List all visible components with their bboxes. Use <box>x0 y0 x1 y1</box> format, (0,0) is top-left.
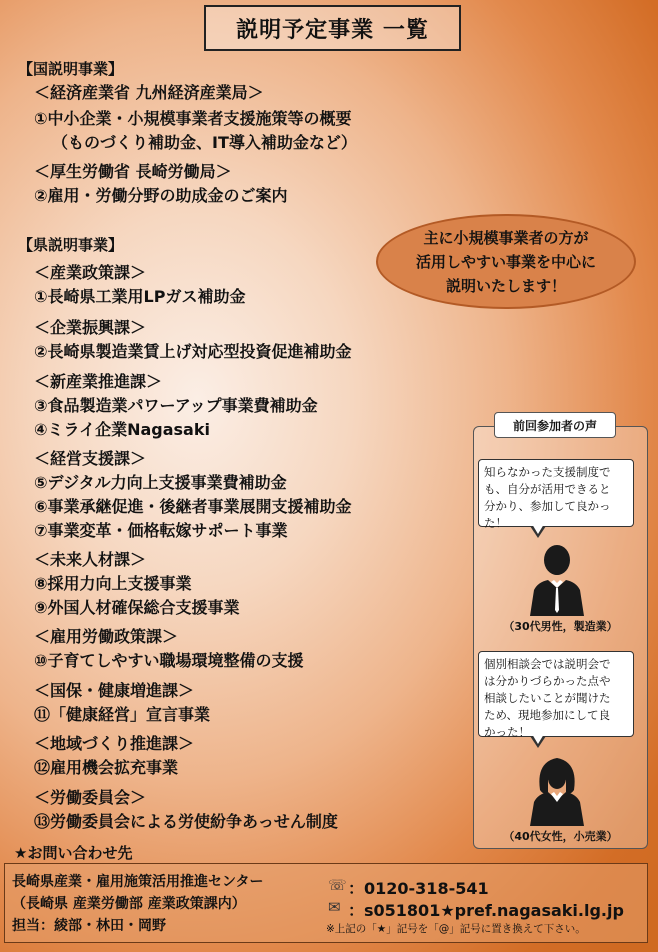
pref-dept-1: ＜産業政策課＞ <box>34 263 147 282</box>
pref-item-6: ⑥事業承継促進・後継者事業展開支援補助金 <box>34 497 352 516</box>
voice-2-line-3: 相談したいことが聞けた <box>484 691 611 705</box>
voice-2-line-2: は分かりづらかった点や <box>484 674 611 688</box>
voice-speech-1 <box>478 459 634 530</box>
highlight-line-1: 主に小規模事業者の方が <box>423 228 589 247</box>
contact-dept: （長崎県 産業労働部 産業政策課内） <box>12 896 246 912</box>
pref-dept-9: ＜労働委員会＞ <box>34 788 147 807</box>
pref-item-13: ⑬労働委員会による労使紛争あっせん制度 <box>34 812 338 831</box>
page-title: 説明予定事業 一覧 <box>204 5 461 51</box>
highlight-line-2: 活用しやすい事業を中心に <box>415 252 596 271</box>
voice-1-tail-fill <box>532 524 544 534</box>
voice-speech-2 <box>478 651 634 737</box>
pref-item-7: ⑦事業変革・価格転嫁サポート事業 <box>34 521 288 540</box>
pref-item-12: ⑫雇用機会拡充事業 <box>34 758 179 777</box>
pref-item-3: ③食品製造業パワーアップ事業費補助金 <box>34 396 318 415</box>
pref-item-11: ⑪「健康経営」宣言事業 <box>34 705 211 724</box>
national-dept-2: ＜厚生労働省 長崎労働局＞ <box>34 162 232 181</box>
contact-org: 長崎県産業・雇用施策活用推進センター <box>12 874 264 890</box>
mail-icon: ✉ <box>328 898 341 916</box>
voice-1-line-2: も、自分が活用できると <box>484 482 611 496</box>
voice-1-line-4: た！ <box>484 516 507 530</box>
man-avatar-icon <box>526 540 588 616</box>
contact-heading: ★お問い合わせ先 <box>14 844 133 862</box>
pref-item-9: ⑨外国人材確保総合支援事業 <box>34 598 240 617</box>
phone-icon: ☏ <box>328 876 347 894</box>
voice-2-line-1: 個別相談会では説明会で <box>484 657 611 671</box>
pref-item-2: ②長崎県製造業賃上げ対応型投資促進補助金 <box>34 342 352 361</box>
voice-1-line-1: 知らなかった支援制度で <box>484 465 611 479</box>
national-item-1-note: （ものづくり補助金、IT導入補助金など） <box>52 133 357 152</box>
national-item-1: ①中小企業・小規模事業者支援施策等の概要 <box>34 109 352 128</box>
woman-avatar-icon <box>526 750 588 826</box>
national-dept-1: ＜経済産業省 九州経済産業局＞ <box>34 83 264 102</box>
pref-item-4: ④ミライ企業Nagasaki <box>34 420 210 439</box>
contact-staff: 担当：綾部・林田・岡野 <box>12 918 166 934</box>
highlight-bubble <box>376 214 636 309</box>
voice-1-line-3: 分かり、参加して良かっ <box>484 499 611 513</box>
pref-dept-8: ＜地域づくり推進課＞ <box>34 734 195 753</box>
national-item-2: ②雇用・労働分野の助成金のご案内 <box>34 186 288 205</box>
national-heading: 【国説明事業】 <box>18 60 124 78</box>
pref-dept-4: ＜経営支援課＞ <box>34 449 147 468</box>
pref-dept-3: ＜新産業推進課＞ <box>34 372 163 391</box>
pref-dept-7: ＜国保・健康増進課＞ <box>34 681 195 700</box>
voice-2-caption: （40代女性，小売業） <box>503 830 618 843</box>
highlight-line-3: 説明いたします！ <box>445 276 566 295</box>
pref-dept-5: ＜未来人材課＞ <box>34 550 147 569</box>
pref-item-1: ①長崎県工業用LPガス補助金 <box>34 287 246 306</box>
contact-phone[interactable]: ：0120-318-541 <box>348 879 489 898</box>
voice-1-caption: （30代男性，製造業） <box>503 620 618 633</box>
contact-note: ※上記の「★」記号を「@」記号に置き換えて下さい。 <box>326 923 586 935</box>
participant-voices-title: 前回参加者の声 <box>494 412 616 438</box>
voice-2-tail-fill <box>532 734 544 744</box>
prefecture-heading: 【県説明事業】 <box>18 236 124 254</box>
pref-item-5: ⑤デジタル力向上支援事業費補助金 <box>34 473 287 492</box>
voice-2-line-4: ため、現地参加にして良 <box>484 708 611 722</box>
contact-email[interactable]: ：s051801★pref.nagasaki.lg.jp <box>348 901 624 920</box>
pref-dept-2: ＜企業振興課＞ <box>34 318 147 337</box>
voice-2-line-5: かった！ <box>484 725 530 739</box>
pref-item-10: ⑩子育てしやすい職場環境整備の支援 <box>34 651 304 670</box>
pref-item-8: ⑧採用力向上支援事業 <box>34 574 192 593</box>
pref-dept-6: ＜雇用労働政策課＞ <box>34 627 179 646</box>
